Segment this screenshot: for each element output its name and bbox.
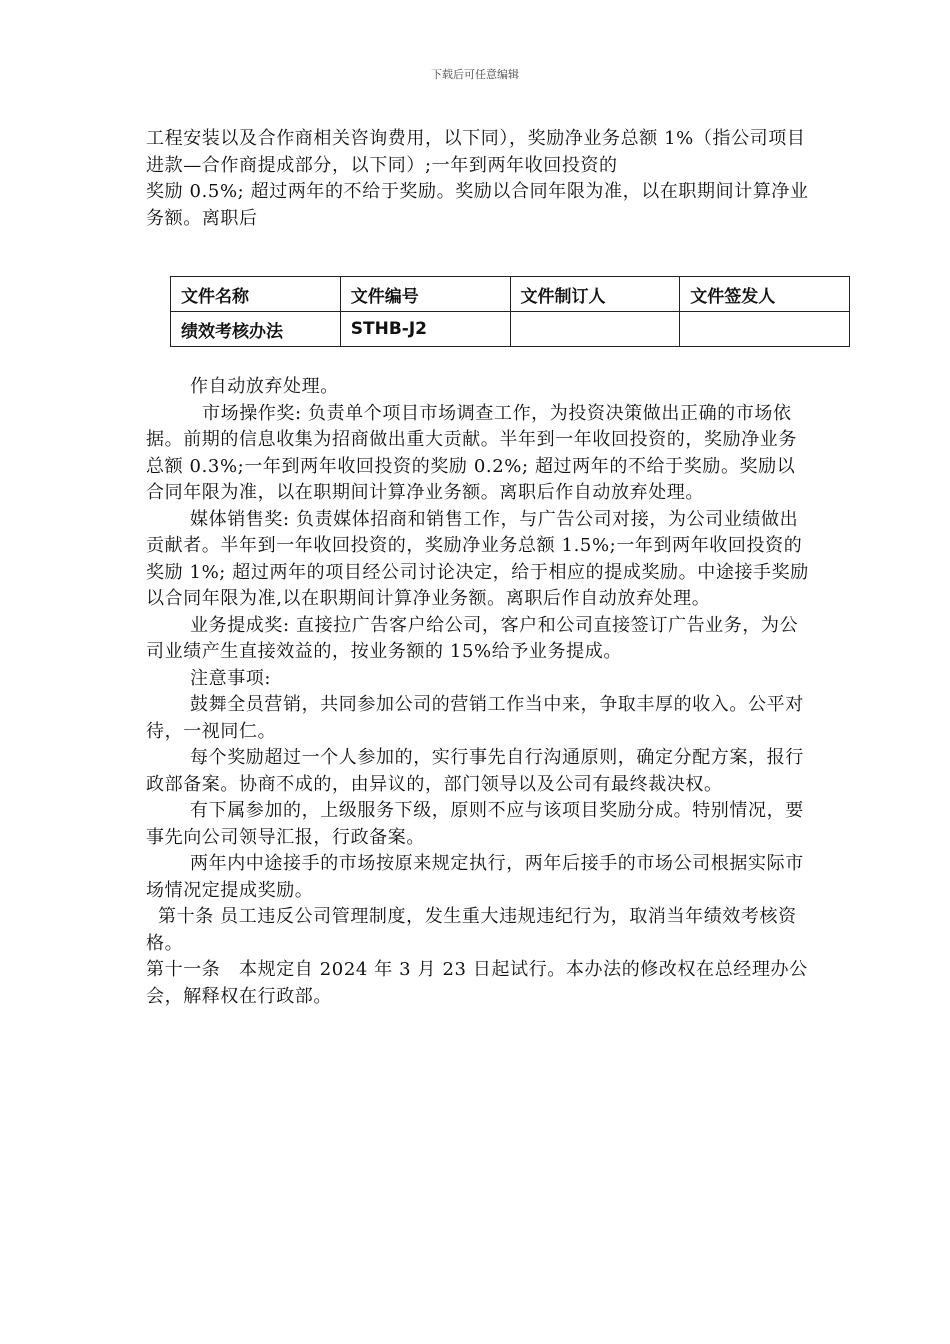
paragraph: 媒体销售奖: 负责媒体招商和销售工作，与广告公司对接，为公司业绩做出贡献者。半年到一年收回投资的，奖励净业务总额 1.5%;一年到两年收回投资的奖励 1%; 超过两年的项目经公司讨论决定，给于相应的提成奖励。中途接手奖励以合同年限为准,以在职期间计算净业务额。离职后作自动放弃处理。 [146,508,809,609]
paragraph: 两年内中途接手的市场按原来规定执行，两年后接手的市场公司根据实际市场情况定提成奖励。 [146,853,804,901]
paragraph: 注意事项: [190,667,272,689]
paragraph: 工程安装以及合作商相关咨询费用，以下同），奖励净业务总额 1%（指公司项目进款—合作商提成部分，以下同）;一年到两年收回投资的 [146,128,806,176]
document-info-table [170,276,850,347]
paragraph: 有下属参加的，上级服务下级，原则不应与该项目奖励分成。特别情况，要事先向公司领导汇报，行政备案。 [146,800,804,848]
paragraph: 业务提成奖: 直接拉广告客户给公司，客户和公司直接签订广告业务，为公司业绩产生直接效益的，按业务额的 15%给予业务提成。 [146,614,799,662]
table-header-row [171,277,850,312]
table-cell: 绩效考核办法 [171,312,341,347]
table-cell [680,312,850,347]
paragraph: 第十条 员工违反公司管理制度，发生重大违规违纪行为，取消当年绩效考核资格。 [146,906,797,954]
paragraph: 每个奖励超过一个人参加的，实行事先自行沟通原则，确定分配方案，报行政部备案。协商不成的，由异议的，部门领导以及公司有最终裁决权。 [146,747,804,795]
table-header-cell: 文件制订人 [510,277,680,312]
page-header: 下载后可任意编辑 [431,68,519,81]
main-text-block [146,374,812,1010]
table-header-cell: 文件名称 [171,277,341,312]
paragraph: 作自动放弃处理。 [190,376,339,397]
paragraph: 第十一条 本规定自 2024 年 3 月 23 日起试行。本办法的修改权在总经理办公会，解释权在行政部。 [146,959,808,1007]
paragraph: 奖励 0.5%; 超过两年的不给于奖励。奖励以合同年限为准，以在职期间计算净业务额。离职后 [146,181,809,229]
paragraph: 鼓舞全员营销，共同参加公司的营销工作当中来，争取丰厚的收入。公平对待，一视同仁。 [146,694,804,742]
paragraph: 市场操作奖: 负责单个项目市场调查工作，为投资决策做出正确的市场依据。前期的信息收集为招商做出重大贡献。半年到一年收回投资的，奖励净业务总额 0.3%;一年到两年收回投资的奖励 0.2%; 超过两年的不给于奖励。奖励以合同年限为准，以在职期间计算净业务额。离职后作自动放弃处理。 [146,402,797,503]
table-cell [510,312,680,347]
top-text-block [146,126,812,232]
table-header-cell: 文件编号 [340,277,510,312]
table-header-cell: 文件签发人 [680,277,850,312]
table-row [171,312,850,347]
table-cell: STHB-J2 [340,312,510,347]
